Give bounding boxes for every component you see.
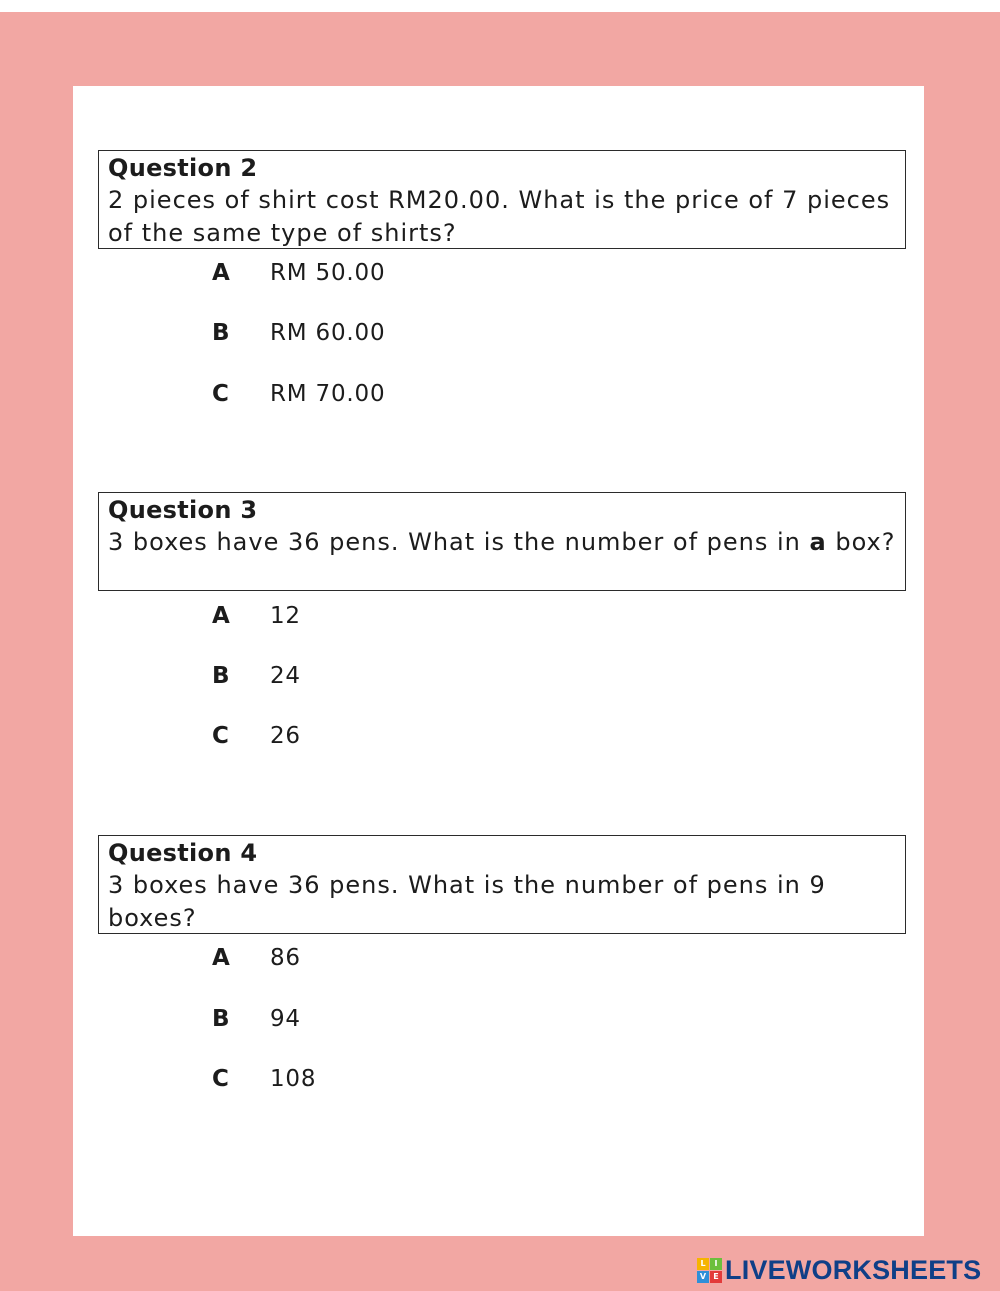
worksheet-page bbox=[73, 86, 924, 1236]
option-value: 94 bbox=[270, 1006, 301, 1032]
option-letter: A bbox=[212, 260, 230, 286]
logo-mark-i: I bbox=[710, 1258, 722, 1270]
question-3-box bbox=[98, 492, 906, 591]
question-3-option-c[interactable] bbox=[212, 721, 301, 751]
question-2-text: 2 pieces of shirt cost RM20.00. What is the price of 7 pieces of the same type of shirts? bbox=[108, 186, 891, 247]
liveworksheets-logo[interactable] bbox=[697, 1255, 981, 1285]
question-2-option-a[interactable] bbox=[212, 258, 385, 288]
question-3-text-after: box? bbox=[826, 528, 896, 556]
question-3-option-a[interactable] bbox=[212, 601, 301, 631]
question-2-box bbox=[98, 150, 906, 249]
option-value: RM 50.00 bbox=[270, 260, 386, 286]
question-3-option-b[interactable] bbox=[212, 661, 301, 691]
option-value: RM 70.00 bbox=[270, 381, 386, 407]
question-4-title: Question 4 bbox=[108, 839, 258, 867]
option-value: 12 bbox=[270, 603, 301, 629]
question-4-option-c[interactable] bbox=[212, 1064, 316, 1094]
option-value: 26 bbox=[270, 723, 301, 749]
option-letter: C bbox=[212, 381, 229, 407]
option-letter: A bbox=[212, 945, 230, 971]
option-value: 24 bbox=[270, 663, 301, 689]
logo-text: LIVEWORKSHEETS bbox=[725, 1254, 982, 1285]
question-3-text-emphasis: a bbox=[809, 528, 827, 556]
question-2-option-c[interactable] bbox=[212, 379, 385, 409]
question-2-option-b[interactable] bbox=[212, 318, 385, 348]
option-letter: B bbox=[212, 320, 230, 346]
option-value: RM 60.00 bbox=[270, 320, 386, 346]
option-letter: C bbox=[212, 723, 229, 749]
question-2-title: Question 2 bbox=[108, 154, 258, 182]
question-4-text: 3 boxes have 36 pens. What is the number of pens in 9 boxes? bbox=[108, 871, 826, 932]
logo-mark-v: V bbox=[697, 1271, 709, 1283]
option-letter: C bbox=[212, 1066, 229, 1092]
question-3-text-before: 3 boxes have 36 pens. What is the number of pens in bbox=[108, 528, 810, 556]
logo-mark-e: E bbox=[710, 1271, 722, 1283]
option-letter: A bbox=[212, 603, 230, 629]
question-4-box bbox=[98, 835, 906, 934]
option-letter: B bbox=[212, 663, 230, 689]
option-letter: B bbox=[212, 1006, 230, 1032]
option-value: 86 bbox=[270, 945, 301, 971]
logo-mark-l: L bbox=[697, 1258, 709, 1270]
question-3-title: Question 3 bbox=[108, 496, 258, 524]
option-value: 108 bbox=[270, 1066, 317, 1092]
question-4-option-b[interactable] bbox=[212, 1004, 301, 1034]
logo-mark-icon bbox=[697, 1258, 722, 1283]
question-3-text bbox=[108, 526, 897, 559]
question-4-option-a[interactable] bbox=[212, 943, 301, 973]
